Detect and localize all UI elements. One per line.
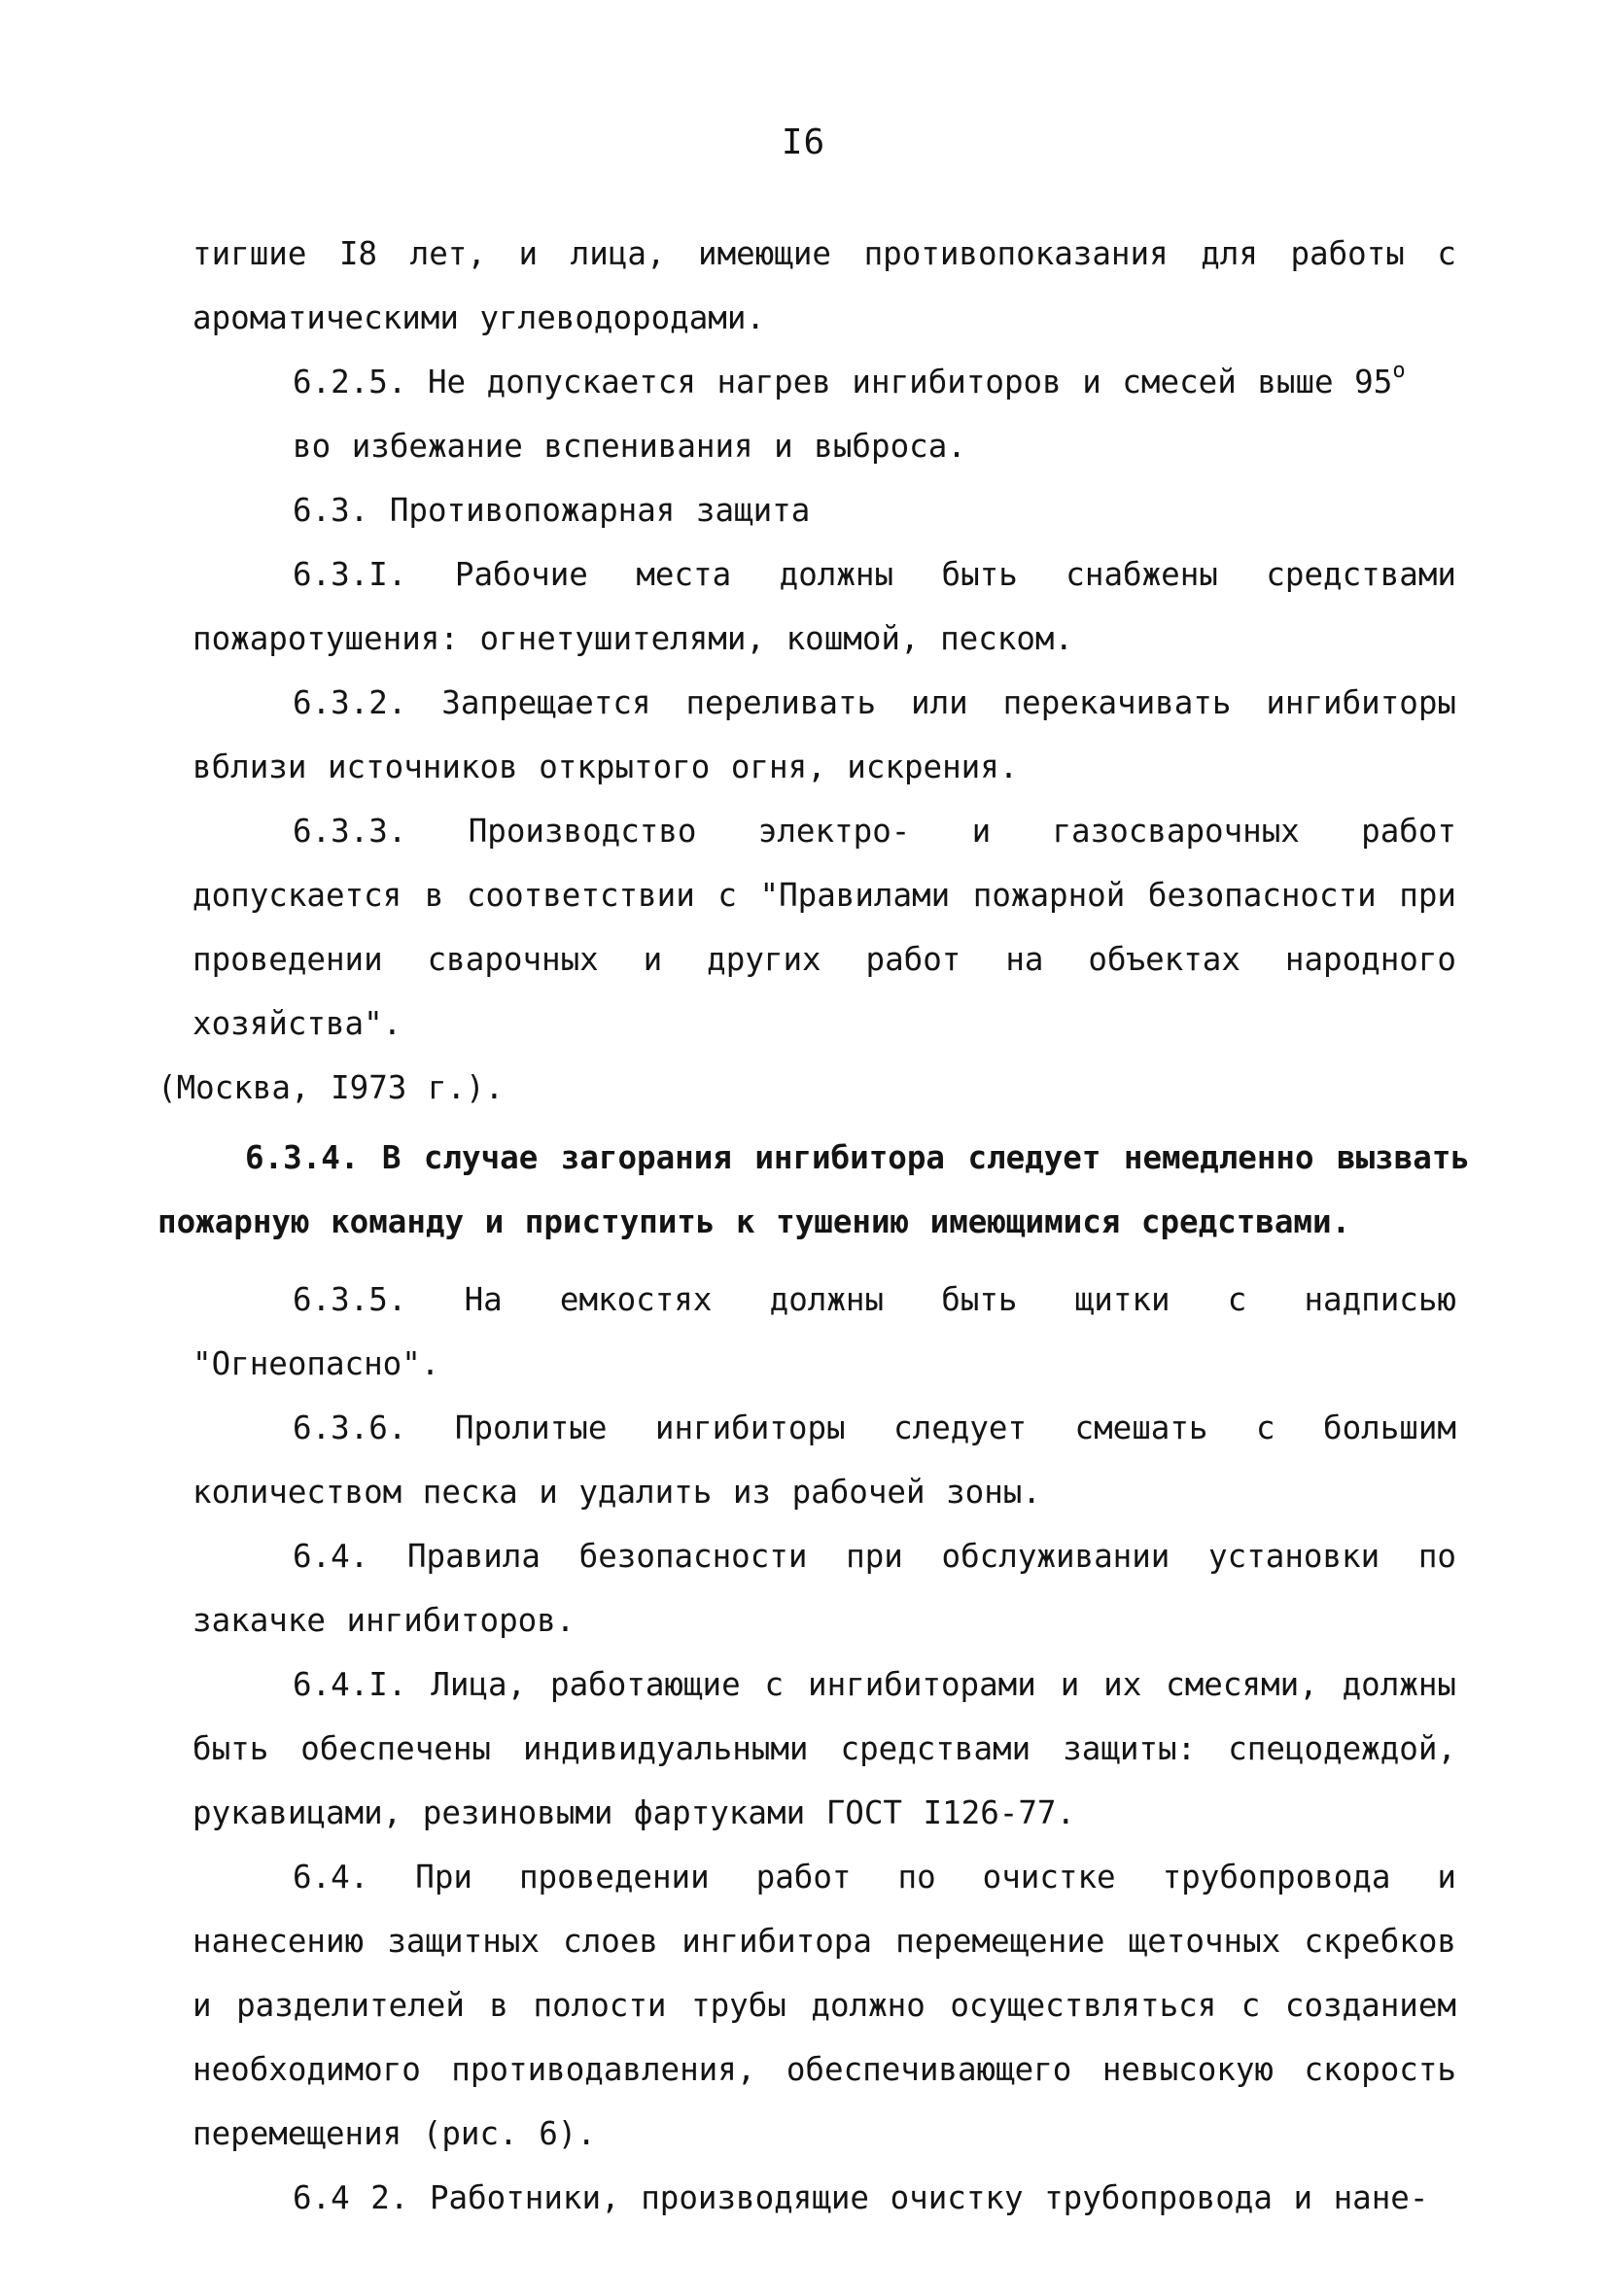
paragraph-6-2-5-rest: во избежание вспенивания и выброса. bbox=[293, 428, 966, 465]
paragraph-continuation: тигшие I8 лет, и лица, имеющие противопоказания для работы с ароматическими углеводородами. bbox=[192, 235, 1456, 336]
page-number: I6 bbox=[781, 122, 826, 162]
paragraph-6-4-1: 6.4.I. Лица, работающие с ингибиторами и их смесями, должны быть обеспечены индивидуальными средствами защиты: спецодеждой, рукавицами, резиновыми фартуками ГОСТ I126-77. bbox=[192, 1666, 1456, 1831]
paragraph-6-3-3-source: (Москва, I973 г.). bbox=[157, 1069, 505, 1106]
paragraph-6-2-5 bbox=[192, 350, 1456, 478]
paragraph-6-4: 6.4. При проведении работ по очистке трубопровода и нанесению защитных слоев ингибитора перемещение щеточных скребков и разделителей в полости трубы должно осуществляться с созданием необходимого противодавления, обеспечивающего невысокую скорость перемещения (рис. 6). bbox=[192, 1859, 1456, 2152]
paragraph-6-3-1: 6.3.I. Рабочие места должны быть снабжены средствами пожаротушения: огнетушителями, кошмой, песком. bbox=[192, 556, 1456, 657]
paragraph-6-3-4: 6.3.4. В случае загорания ингибитора следует немедленно вызвать пожарную команду и приступить к тушению имеющимися средствами. bbox=[157, 1139, 1470, 1240]
section-heading-6-3: 6.3. Противопожарная защита bbox=[293, 492, 811, 529]
paragraph-6-3-6: 6.3.6. Пролитые ингибиторы следует смешать с большим количеством песка и удалить из рабочей зоны. bbox=[192, 1409, 1456, 1511]
paragraph-6-4-2: 6.4 2. Работники, производящие очистку трубопровода и нане- bbox=[293, 2179, 1429, 2216]
paragraph-6-3-2: 6.3.2. Запрещается переливать или перекачивать ингибиторы вблизи источников открытого огня, искрения. bbox=[192, 684, 1456, 785]
section-heading-6-4: 6.4. Правила безопасности при обслуживании установки по закачке ингибиторов. bbox=[192, 1538, 1456, 1639]
paragraph-6-3-5: 6.3.5. На емкостях должны быть щитки с надписью "Огнеопасно". bbox=[192, 1281, 1456, 1382]
paragraph-6-2-5-text: 6.2.5. Не допускается нагрев ингибиторов и смесей выше 95 bbox=[293, 364, 1393, 400]
paragraph-6-3-3: 6.3.3. Производство электро- и газосварочных работ допускается в соответствии с "Правилами пожарной безопасности при проведении сварочных и других работ на объектах народного хозяйства". bbox=[192, 813, 1456, 1042]
document-body bbox=[157, 222, 1470, 2230]
degree-superscript: о bbox=[1392, 359, 1406, 383]
